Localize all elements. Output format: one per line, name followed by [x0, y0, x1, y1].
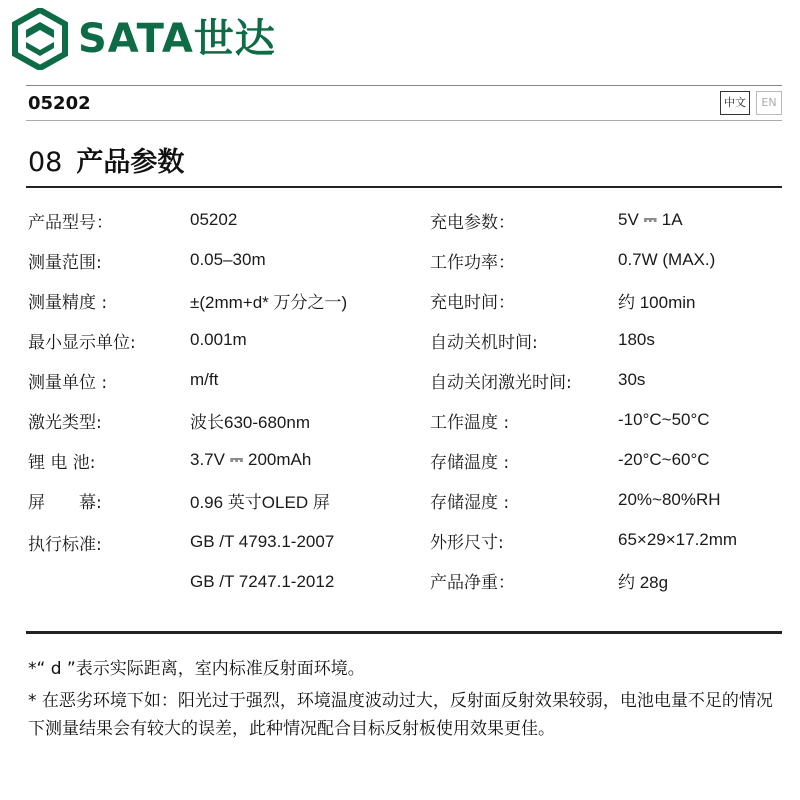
spec-value: 30s — [618, 370, 646, 389]
spec-label: 执行标准: — [28, 534, 102, 555]
spec-label: 测量范围: — [28, 252, 102, 273]
subheader-divider — [26, 120, 782, 121]
language-switch — [720, 91, 782, 115]
spec-value: 5V ⎓ 1A — [618, 210, 683, 229]
brand-logo — [12, 8, 276, 70]
spec-value: 波长630-680nm — [190, 412, 311, 432]
spec-label: 测量单位 : — [28, 372, 108, 393]
spec-label: 测量精度 : — [28, 292, 108, 313]
spec-label: 自动关闭激光时间: — [430, 372, 572, 393]
spec-value: 05202 — [190, 210, 238, 229]
header-divider — [26, 85, 782, 86]
spec-value: 0.96 英寸OLED 屏 — [190, 492, 330, 512]
spec-value: GB /T 4793.1-2007 — [190, 532, 335, 551]
spec-value: 0.7W (MAX.) — [618, 250, 716, 269]
spec-value: 180s — [618, 330, 655, 349]
spec-value: GB /T 7247.1-2012 — [190, 572, 335, 591]
spec-label: 存储温度 : — [430, 452, 510, 473]
spec-label: 最小显示单位: — [28, 332, 136, 353]
spec-label: 自动关机时间: — [430, 332, 538, 353]
spec-value: -20°C~60°C — [618, 450, 710, 469]
spec-value: -10°C~50°C — [618, 410, 710, 429]
spec-label: 产品型号： — [28, 212, 113, 233]
spec-value: 3.7V ⎓ 200mAh — [190, 450, 312, 469]
spec-label: 屏 幕: — [28, 492, 102, 513]
spec-value: 0.001m — [190, 330, 247, 349]
spec-value: 20%~80%RH — [618, 490, 721, 509]
spec-label: 存储湿度 : — [430, 492, 510, 513]
section-divider — [26, 186, 782, 188]
spec-label: 外形尺寸: — [430, 532, 504, 553]
spec-label: 充电时间： — [430, 292, 515, 313]
spec-label: 工作温度 : — [430, 412, 510, 433]
spec-value: 约 100min — [618, 292, 696, 312]
lang-english-button[interactable]: EN — [756, 91, 782, 115]
spec-value: 0.05–30m — [190, 250, 266, 269]
model-code: 05202 — [28, 93, 91, 114]
lang-chinese-button[interactable]: 中文 — [720, 91, 750, 115]
spec-label: 充电参数： — [430, 212, 515, 233]
section-number: 08 — [28, 147, 63, 178]
section-title-text: 产品参数 — [76, 147, 185, 178]
specs-bottom-divider — [26, 631, 782, 634]
spec-value: 65×29×17.2mm — [618, 530, 738, 549]
footnote-environment: * 在恶劣环境下如：阳光过于强烈，环境温度波动过大，反射面反射效果较弱，电池电量不足的情况下测量结果会有较大的误差，此种情况配合目标反射板使用效果更佳。 — [28, 691, 773, 739]
sata-hexagon-icon — [12, 8, 68, 70]
spec-label: 产品净重： — [430, 572, 515, 593]
footnote-distance: *“ d ”表示实际距离，室内标准反射面环境。 — [28, 659, 365, 679]
footnotes — [28, 655, 778, 747]
spec-label: 工作功率： — [430, 252, 515, 273]
spec-label: 激光类型: — [28, 412, 102, 433]
spec-label: 锂 电 池: — [28, 452, 96, 473]
brand-name: SATA世达 — [78, 16, 276, 62]
spec-value: ±(2mm+d* 万分之一) — [190, 292, 348, 312]
spec-value: 约 28g — [618, 572, 669, 592]
spec-value: m/ft — [190, 370, 219, 389]
section-title — [28, 140, 184, 179]
